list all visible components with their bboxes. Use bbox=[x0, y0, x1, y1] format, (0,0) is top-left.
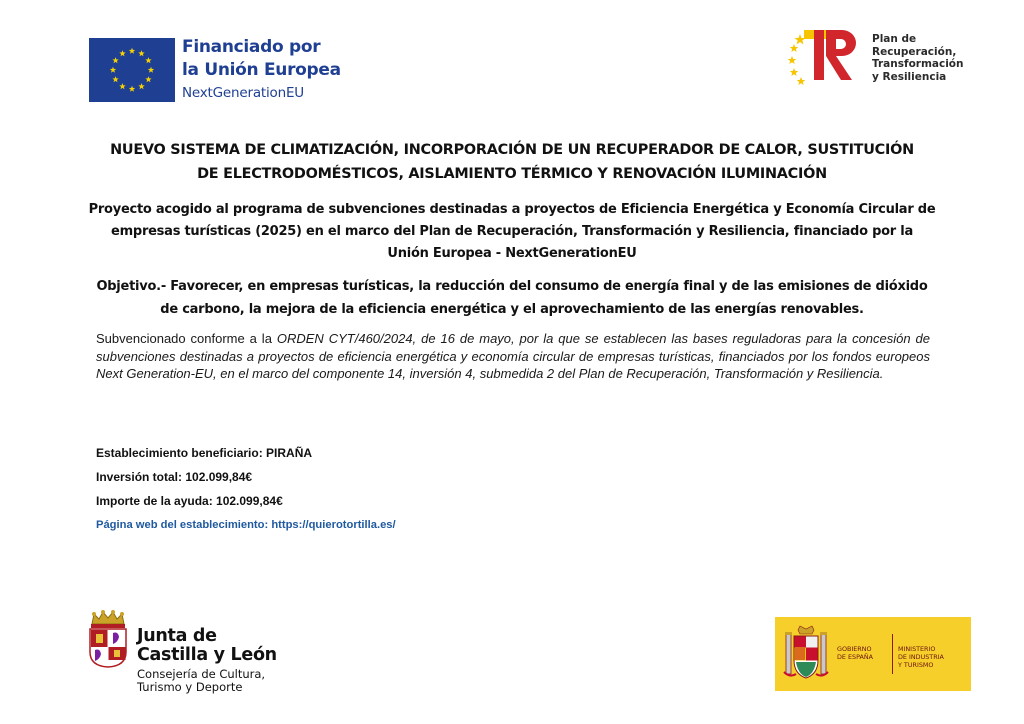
prtr-logo-icon bbox=[786, 28, 866, 86]
jcyl-logo-text bbox=[137, 627, 317, 693]
eu-star-icon bbox=[138, 83, 144, 89]
jcyl-shield-icon bbox=[86, 610, 130, 668]
eu-funding-logo-text bbox=[182, 36, 352, 104]
jcyl-line3: Consejería de Cultura, bbox=[137, 667, 266, 681]
objective-line2: de carbono, la mejora de la eficiencia energética y el aprovechamiento de las energías renovables. bbox=[160, 302, 864, 317]
eu-logo-line3: NextGenerationEU bbox=[182, 85, 304, 101]
eu-star-icon bbox=[129, 86, 135, 92]
program-line1: Proyecto acogido al programa de subvenciones destinadas a proyectos de Eficiencia Energética y Economía Circular de bbox=[88, 202, 936, 217]
investment-info: Inversión total: 102.099,84€ bbox=[96, 470, 253, 484]
prtr-logo-line3: Transformación bbox=[872, 58, 964, 70]
prtr-logo-line2: Recuperación, bbox=[872, 45, 957, 58]
eu-star-icon bbox=[112, 57, 118, 63]
website-link[interactable]: Página web del establecimiento: https://quierotortilla.es/ bbox=[96, 519, 396, 531]
spain-coat-of-arms-icon bbox=[782, 624, 830, 684]
ministerio-line2: DE INDUSTRIA bbox=[898, 653, 944, 661]
page-title bbox=[80, 138, 944, 186]
legal-paragraph bbox=[96, 330, 930, 383]
jcyl-line4: Turismo y Deporte bbox=[137, 679, 243, 694]
title-line1: NUEVO SISTEMA DE CLIMATIZACIÓN, INCORPORACIÓN DE UN RECUPERADOR DE CALOR, SUSTITUCIÓN bbox=[110, 142, 914, 158]
eu-logo-line1: Financiado por bbox=[182, 37, 321, 57]
objective-paragraph bbox=[80, 275, 944, 321]
eu-logo-line2: la Unión Europea bbox=[182, 60, 341, 80]
prtr-logo-line4: y Resiliencia bbox=[872, 70, 947, 83]
eu-star-icon bbox=[145, 57, 151, 63]
ministerio-text bbox=[898, 645, 968, 669]
ministerio-line1: MINISTERIO bbox=[898, 645, 936, 653]
prtr-logo-text bbox=[872, 33, 1012, 83]
legal-prefix: Subvencionado conforme a la bbox=[96, 331, 277, 346]
jcyl-line2: Castilla y León bbox=[137, 645, 277, 665]
eu-star-icon bbox=[148, 67, 154, 73]
prtr-logo-line1: Plan de bbox=[872, 33, 917, 45]
eu-star-icon bbox=[112, 76, 118, 82]
program-line3: Unión Europea - NextGenerationEU bbox=[387, 246, 637, 261]
program-line2: empresas turísticas (2025) en el marco del Plan de Recuperación, Transformación y Resiliencia, financiado por la bbox=[111, 224, 913, 239]
eu-star-icon bbox=[110, 67, 116, 73]
program-paragraph bbox=[80, 199, 944, 265]
gobierno-divider bbox=[892, 634, 893, 674]
eu-star-icon bbox=[119, 83, 125, 89]
beneficiary-info: Establecimiento beneficiario: PIRAÑA bbox=[96, 446, 313, 460]
eu-star-icon bbox=[119, 50, 125, 56]
gobierno-text bbox=[837, 645, 891, 661]
eu-star-icon bbox=[138, 50, 144, 56]
eu-star-icon bbox=[145, 76, 151, 82]
ministerio-line3: Y TURISMO bbox=[898, 661, 934, 669]
legal-order-reference: ORDEN CYT/460/2024, de 16 de mayo, por la que se establecen las bases reguladoras para la concesión de subvenciones destinadas a proyectos de eficiencia energética y economía circular de empresas turísticas, financiados por los fondos europeos Next Generation-EU, en el marco del componente 14, inversión 4, submedida 2 del Plan de Recuperación, Transformación y Resiliencia. bbox=[96, 331, 930, 381]
gobierno-line1: GOBIERNO bbox=[837, 645, 872, 653]
eu-flag-icon bbox=[89, 38, 175, 102]
objective-line1: Objetivo.- Favorecer, en empresas turísticas, la reducción del consumo de energía final y de las emisiones de dióxido bbox=[96, 279, 928, 294]
title-line2: DE ELECTRODOMÉSTICOS, AISLAMIENTO TÉRMICO Y RENOVACIÓN ILUMINACIÓN bbox=[197, 166, 827, 182]
jcyl-line1: Junta de bbox=[137, 626, 217, 646]
aid-amount-info: Importe de la ayuda: 102.099,84€ bbox=[96, 494, 283, 508]
eu-star-icon bbox=[129, 48, 135, 54]
gobierno-line2: DE ESPAÑA bbox=[837, 653, 874, 661]
